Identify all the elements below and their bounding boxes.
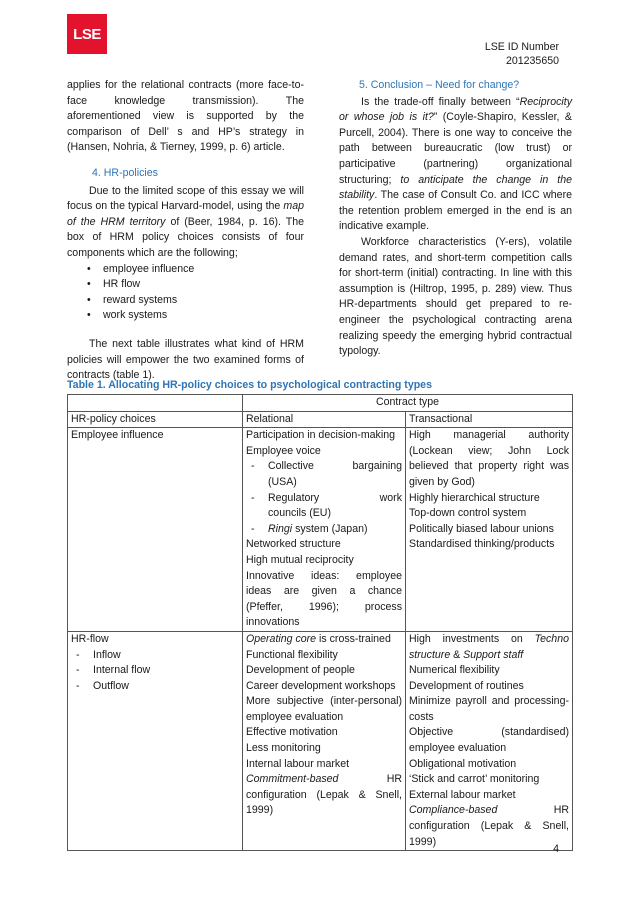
id-label: LSE ID Number <box>484 41 559 53</box>
table-caption: Table 1. Allocating HR-policy choices to psychological contracting types <box>67 379 432 391</box>
table-row <box>68 428 573 632</box>
row-label-hr-flow: HR-flow - Inflow - Internal flow - Outflow <box>68 631 243 850</box>
cell-transactional-influence: High managerial authority (Lockean view; John Lock believed that property right was given by God) Highly hierarchical structure Top-down control system Politically biased labour unions Standardised thinking/products <box>406 428 573 632</box>
col-header-relational: Relational <box>243 411 406 428</box>
list-item: • HR flow <box>103 277 304 293</box>
right-paragraph-2: Workforce characteristics (Y-ers), volatile demand rates, and short-term competition calls for short-term (initial) contracting. In line with this assumption is (Hiltrop, 1995, p. 289) view. Thus HR-departments should get prepared to re-engineer the psychological contracting arena realizing speedy the emerging hybrid contractual typology. <box>339 235 572 358</box>
section-5-heading: 5. Conclusion – Need for change? <box>359 79 520 91</box>
list-item: • reward systems <box>103 293 304 309</box>
hr-policy-table <box>67 394 573 851</box>
lse-logo: LSE <box>67 14 107 54</box>
right-paragraph-1: Is the trade-off finally between “Reciprocity or whose job is it?” (Coyle-Shapiro, Kessler, & Purcell, 2004). There is one way to conceive the path between bureaucratic (low trust) or participative (partnering) organizational structuring; to anticipate the change in the stability. The case of Consult Co. and ICC where the retention problem emerged in the end is an indicative example. <box>339 95 573 233</box>
left-column <box>67 78 304 384</box>
table-row <box>68 411 573 428</box>
table-row <box>68 631 573 850</box>
section-4-heading: 4. HR-policies <box>92 166 158 179</box>
row-label-employee-influence: Employee influence <box>68 428 243 632</box>
contract-type-header: Contract type <box>243 395 573 412</box>
cell-relational-influence: Participation in decision-making Employee voice - Collective bargaining (USA) - Regulatory work councils (EU) - Ringi system (Japan) Networked structure High mutual reciprocity Innovative ideas: employee ideas are given a chance (Pfeffer, 1996); process innovations <box>243 428 406 632</box>
left-paragraph-3: The next table illustrates what kind of HRM policies will empower the two examined forms of contracts (table 1). <box>67 337 304 382</box>
id-value: 201235650 <box>505 55 559 67</box>
page-number: 4 <box>553 843 559 855</box>
right-column <box>339 78 572 360</box>
list-item: • employee influence <box>103 262 304 278</box>
id-block <box>485 40 559 68</box>
cell-transactional-flow: High investments on Techno structure & Support staff Numerical flexibility Development of routines Minimize payroll and processing-costs Objective (standardised) employee evaluation Obligational motivation ‘Stick and carrot’ monitoring External labour market Compliance-based HR configuration (Lepak & Snell, 1999) <box>406 631 573 850</box>
col-header-policy: HR-policy choices <box>68 411 243 428</box>
col-header-transactional: Transactional <box>406 411 573 428</box>
list-item: • work systems <box>103 308 304 324</box>
left-paragraph-2: Due to the limited scope of this essay we will focus on the typical Harvard-model, using the map of the HRM territory of (Beer, 1984, p. 16). The box of HRM policy choices consists of four components which are the following; <box>67 184 305 259</box>
table-row <box>68 395 573 412</box>
policy-bullet-list <box>67 262 304 324</box>
left-paragraph-1: applies for the relational contracts (more face-to-face knowledge transmission). The aforementioned view is supported by the comparison of Dell’ s and HP’s strategy in (Hansen, Nohria, & Tierney, 1999, p. 6) article. <box>67 79 304 154</box>
cell-relational-flow: Operating core is cross-trained Functional flexibility Development of people Career development workshops More subjective (inter-personal) employee evaluation Effective motivation Less monitoring Internal labour market Commitment-based HR configuration (Lepak & Snell, 1999) <box>243 631 406 850</box>
